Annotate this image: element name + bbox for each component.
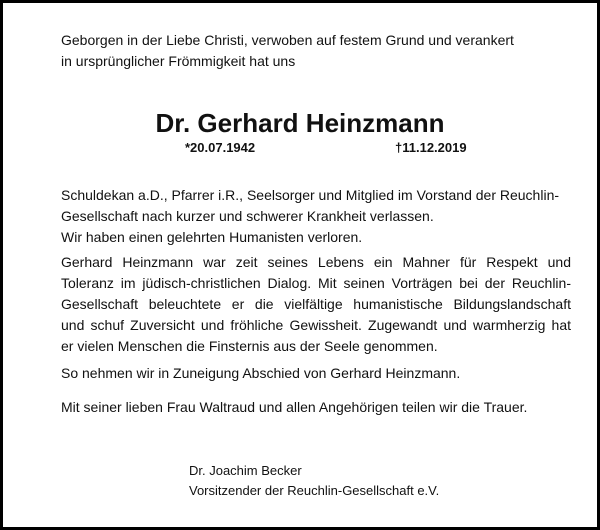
- paragraph-roles: [61, 185, 571, 248]
- intro-line: Geborgen in der Liebe Christi, verwoben auf festem Grund und verankert: [61, 32, 514, 48]
- signatory-name: Dr. Joachim Becker: [189, 463, 302, 478]
- paragraph-line: Wir haben einen gelehrten Humanisten verloren.: [61, 229, 363, 245]
- paragraph-line: Gesellschaft nach kurzer und schwerer Krankheit verlassen.: [61, 208, 434, 224]
- paragraph-tribute: [61, 252, 571, 357]
- paragraph-line: Gesellschaft beleuchtete er die vielfältige humanistische Bildungslandschaft: [61, 296, 571, 312]
- paragraph-line: Toleranz im jüdisch-christlichen Dialog. Mit seinen Vorträgen bei der Reuchlin-: [61, 275, 571, 291]
- paragraph-line: er vielen Menschen die Finsternis aus der Seele genommen.: [61, 338, 438, 354]
- paragraph-line: Schuldekan a.D., Pfarrer i.R., Seelsorger und Mitglied im Vorstand der Reuchlin-: [61, 187, 560, 203]
- intro-line: in ursprünglicher Frömmigkeit hat uns: [61, 53, 296, 69]
- paragraph-line: Gerhard Heinzmann war zeit seines Lebens ein Mahner für Respekt und: [61, 254, 571, 270]
- paragraph-mourning: Mit seiner lieben Frau Waltraud und allen Angehörigen teilen wir die Trauer.: [61, 399, 528, 415]
- death-date: †11.12.2019: [395, 140, 467, 155]
- birth-date: *20.07.1942: [185, 140, 256, 155]
- paragraph-farewell: So nehmen wir in Zuneigung Abschied von Gerhard Heinzmann.: [61, 365, 461, 381]
- signatory-title: Vorsitzender der Reuchlin-Gesellschaft e.V.: [189, 483, 440, 498]
- paragraph-line: und schuf Zuversicht und fröhliche Gewissheit. Zugewandt und warmherzig hat: [61, 317, 571, 333]
- intro-text: [61, 30, 571, 72]
- deceased-name: Dr. Gerhard Heinzmann: [155, 108, 445, 138]
